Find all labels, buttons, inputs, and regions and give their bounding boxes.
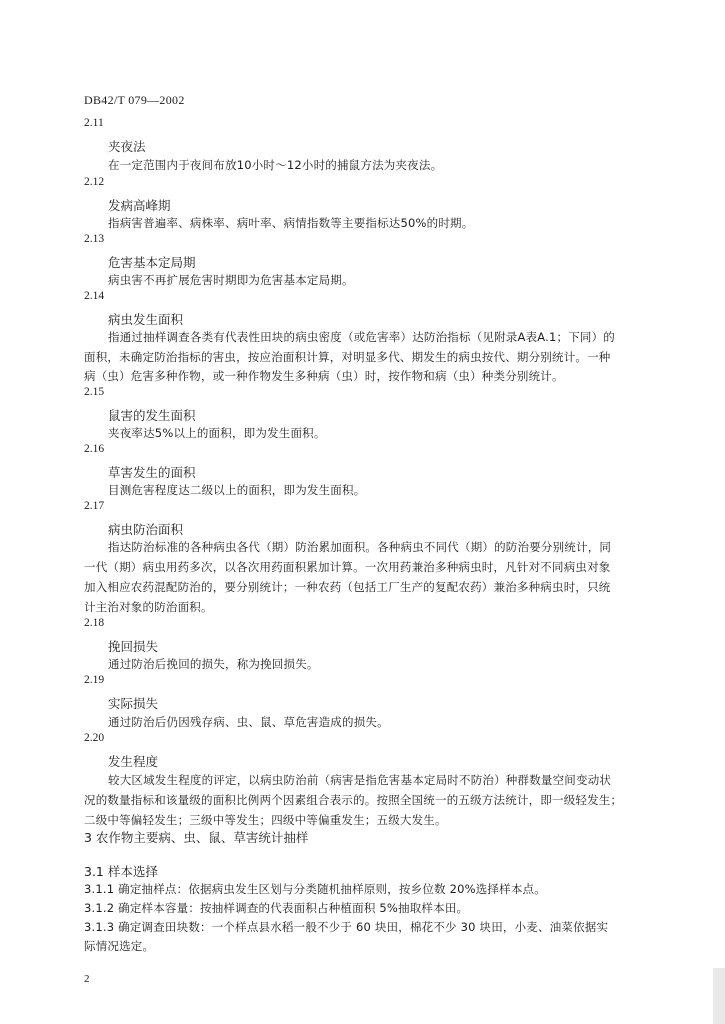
definition-line: 较大区域发生程度的评定，以病虫防治前（病害是指危害基本定局时不防治）种群数量空间变动状 (108, 773, 612, 787)
clause-number: 2.15 (84, 386, 105, 398)
definition-line: 二级中等偏轻发生；三级中等发生；四级中等偏重发生；五级大发生。 (84, 813, 447, 827)
definition-line: 在一定范围内于夜间布放10小时～12小时的捕鼠方法为夹夜法。 (108, 158, 443, 172)
definition-line: 指病害普遍率、病株率、病叶率、病情指数等主要指标达50%的时期。 (108, 216, 474, 230)
definition-line: 计主治对象的防治面积。 (84, 600, 213, 614)
clause-3-1-3: 3.1.3 确定调查田块数：一个样点县水稻一般不少于 60 块田，棉花不少 30 块田，小麦、油菜依据实 (84, 920, 609, 934)
term-title: 鼠害的发生面积 (108, 408, 196, 423)
definition-line: 通过防治后仍因残存病、虫、鼠、草危害造成的损失。 (108, 715, 389, 729)
definition-line: 指达防治标准的各种病虫各代（期）防治累加面积。各种病虫不同代（期）的防治要分别统计，同 (108, 540, 612, 554)
definition-line: 通过防治后挽回的损失，称为挽回损失。 (108, 657, 319, 671)
clause-number: 2.14 (84, 290, 105, 302)
term-title: 病虫防治面积 (108, 522, 184, 537)
term-title: 草害发生的面积 (108, 465, 196, 480)
clause-number: 2.13 (84, 233, 105, 245)
term-title: 发病高峰期 (108, 198, 171, 213)
term-title: 实际损失 (108, 696, 159, 711)
scan-edge-shadow (713, 968, 725, 1024)
definition-line: 一代（期）病虫用药多次，以各次用药面积累加计算。一次用药兼治多种病虫时，凡针对不同病虫对象 (84, 560, 611, 574)
definition-line: 病虫害不再扩展危害时期即为危害基本定局期。 (108, 273, 354, 287)
clause-number: 2.20 (84, 732, 105, 744)
definition-line: 加入相应农药混配防治的，要分别统计；一种农药（包括工厂生产的复配农药）兼治多种病虫时，只统 (84, 580, 611, 594)
term-title: 挽回损失 (108, 639, 159, 654)
definition-line: 指通过抽样调查各类有代表性田块的病虫密度（或危害率）达防治指标（见附录A表A.1；下同）的 (108, 330, 615, 344)
definition-line: 病（虫）危害多种作物，或一种作物发生多种病（虫）时，按作物和病（虫）种类分别统计。 (84, 369, 564, 383)
definition-line: 夹夜率达5%以上的面积，即为发生面积。 (108, 426, 326, 440)
clause-3-1-1: 3.1.1 确定抽样点：依据病虫发生区划与分类随机抽样原则，按乡位数 20%选择样本点。 (84, 882, 546, 896)
clause-number: 2.17 (84, 500, 105, 512)
clause-3-1-3-cont: 际情况选定。 (84, 939, 155, 953)
section-3-title: 3 农作物主要病、虫、鼠、草害统计抽样 (84, 830, 309, 845)
clause-number: 2.16 (84, 443, 105, 455)
term-title: 夹夜法 (108, 139, 146, 154)
term-title: 危害基本定局期 (108, 255, 196, 270)
document-code: DB42/T 079—2002 (84, 93, 185, 107)
definition-line: 目测危害程度达二级以上的面积，即为发生面积。 (108, 483, 366, 497)
term-title: 病虫发生面积 (108, 312, 184, 327)
page-number: 2 (84, 973, 90, 985)
clause-number: 2.12 (84, 176, 105, 188)
clause-number: 2.19 (84, 674, 105, 686)
clause-3-1-2: 3.1.2 确定样本容量：按抽样调查的代表面积占种植面积 5%抽取样本田。 (84, 901, 469, 915)
clause-number: 2.18 (84, 617, 105, 629)
section-3-1-title: 3.1 样本选择 (84, 864, 158, 879)
term-title: 发生程度 (108, 754, 159, 769)
definition-line: 面积，未确定防治指标的害虫，按应治面积计算，对明显多代、期发生的病虫按代、期分别统计。一种 (84, 350, 611, 364)
definition-line: 况的数量指标和该量级的面积比例两个因素组合表示的。按照全国统一的五级方法统计，即一级轻发生； (84, 793, 623, 807)
clause-number: 2.11 (84, 117, 104, 129)
